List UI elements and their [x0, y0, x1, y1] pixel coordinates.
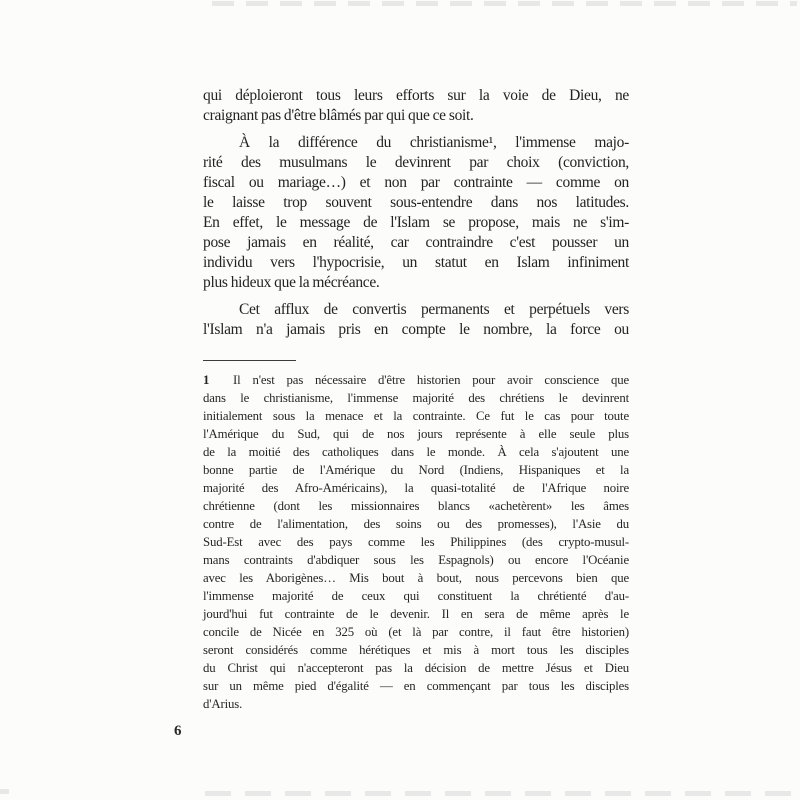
scan-artifact-corner: [0, 789, 9, 794]
footnote-line: sur un même pied d'égalité — en commençant par tous les disciples: [203, 679, 629, 693]
text-line: qui déploieront tous leurs efforts sur la voie de Dieu, ne: [203, 87, 629, 104]
text-line: plus hideux que la mécréance.: [203, 274, 380, 291]
text-line: À la différence du christianisme¹, l'immense majo-: [239, 134, 629, 151]
footnote-line: jourd'hui fut contrainte de le devenir. Il en sera de même après le: [203, 607, 629, 621]
footnote-line: l'immense majorité de ceux qui constituent la chrétienté d'au-: [203, 589, 629, 603]
text-line: l'Islam n'a jamais pris en compte le nombre, la force ou: [203, 321, 629, 338]
footnote-line: avec les Aborigènes… Mis bout à bout, nous percevons bien que: [203, 571, 629, 585]
text-line: Cet afflux de convertis permanents et perpétuels vers: [239, 301, 629, 318]
footnote-line: du Christ qui n'accepteront pas la décision de mettre Jésus et Dieu: [203, 661, 629, 675]
footnote-line: de la moitié des catholiques dans le monde. À cela s'ajoutent une: [203, 445, 629, 459]
footnote-line: 1 Il n'est pas nécessaire d'être historien pour avoir conscience que: [203, 373, 629, 387]
paragraph: [203, 86, 629, 126]
paragraph: [203, 133, 629, 293]
footnote-line: l'Amérique du Sud, qui de nos jours représente à elle seule plus: [203, 427, 629, 441]
text-line: En effet, le message de l'Islam se propose, mais ne s'im-: [203, 214, 629, 231]
footnote-line: concile de Nicée en 325 où (et là par contre, il faut être historien): [203, 625, 629, 639]
body-text: [203, 86, 629, 340]
footnote-line: initialement sous la menace et la contrainte. Ce fut le cas pour toute: [203, 409, 629, 423]
paragraph: [203, 300, 629, 340]
footnote-line: chrétienne (dont les missionnaires blancs «achetèrent» les âmes: [203, 499, 629, 513]
footnote-text: [203, 371, 629, 713]
text-line: rité des musulmans le devinrent par choix (conviction,: [203, 154, 629, 171]
text-line: pose jamais en réalité, car contraindre c'est pousser un: [203, 234, 629, 251]
footnote-line: contre de l'alimentation, des soins ou des promesses), l'Asie du: [203, 517, 629, 531]
text-line: le laisse trop souvent sous-entendre dans nos latitudes.: [203, 194, 629, 211]
text-line: fiscal ou mariage…) et non par contrainte — comme on: [203, 174, 629, 191]
scan-artifact-top: [212, 1, 797, 6]
scan-artifact-bottom: [205, 791, 794, 796]
footnote-line: d'Arius.: [203, 697, 243, 711]
text-line: individu vers l'hypocrisie, un statut en Islam infiniment: [203, 254, 629, 271]
page-number: 6: [174, 723, 182, 739]
footnote-separator: [203, 360, 296, 361]
footnote-line: majorité des Afro-Américains), la quasi-totalité de l'Afrique noire: [203, 481, 629, 495]
footnote-line: bonne partie de l'Amérique du Nord (Indiens, Hispaniques et la: [203, 463, 629, 477]
footnote-line: dans le christianisme, l'immense majorité des chrétiens le devinrent: [203, 391, 629, 405]
footnote-line: seront considérés comme hérétiques et mis à mort tous les disciples: [203, 643, 629, 657]
footnote-marker: 1: [203, 373, 210, 387]
text-line: craignant pas d'être blâmés par qui que ce soit.: [203, 107, 474, 124]
footnote-line: Sud-Est avec des pays comme les Philippines (des crypto-musul-: [203, 535, 629, 549]
footnote-line: mans contraints d'abdiquer sous les Espagnols) ou encore l'Océanie: [203, 553, 629, 567]
